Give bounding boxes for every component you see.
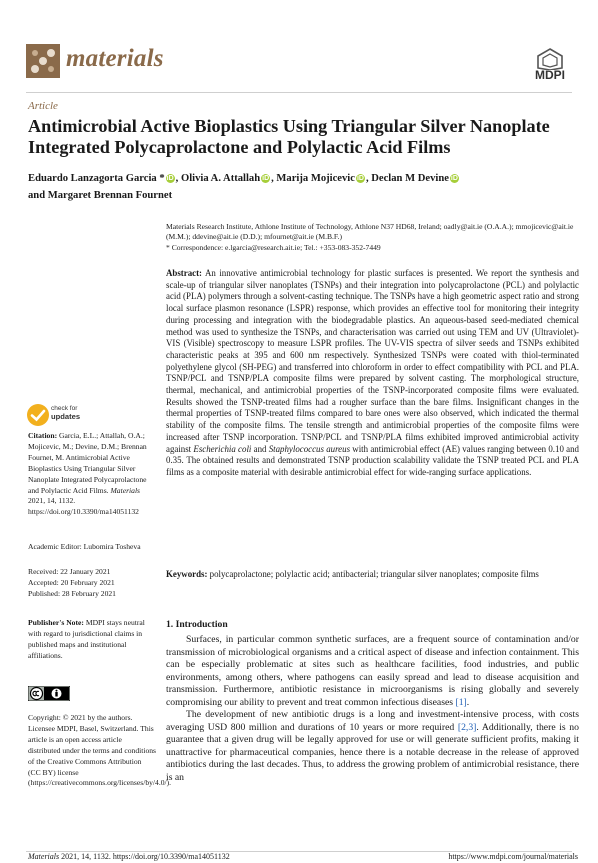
author-name[interactable]: Olivia A. Attallah	[180, 173, 261, 184]
dates-block	[28, 567, 156, 600]
corresponding-mark: *	[156, 173, 165, 184]
paragraph	[166, 709, 579, 784]
footer-journal: Materials	[28, 852, 60, 861]
keywords	[166, 569, 579, 581]
orcid-icon[interactable]: iD	[450, 175, 458, 182]
correspondence: * Correspondence: e.lgarcia@research.ait.ie; Tel.: +353-083-352-7449	[166, 242, 381, 252]
citation-block	[28, 431, 156, 518]
publisher-logo	[528, 48, 572, 84]
paragraph-text: The development of new antibiotic drugs is a long and investment-intensive process, with costs averaging USD 800 million and durations of 10 years or more required	[166, 709, 579, 733]
citation-text: Garcia, E.L.; Attallah, O.A.; Mojicevic, M.; Devine, D.M.; Brennan Fournet, M. Antimicrobial Active Bioplastics Using Triangular Silver Nanoplate Integrated Polycaprolactone and Polylactic Acid Films.	[28, 431, 147, 495]
paragraph-text: . Additionally, there is no guarantee that a given drug will be legally approved for use or will generate sufficient profits, making it unattractive for pharmaceutical companies, hence there is a notable decrease in the release of approved antibiotics during the last decades. Thus, to address the growing problem of antimicrobial resistance, there is an	[166, 721, 579, 783]
citation-link[interactable]: [2,3]	[457, 721, 477, 733]
abstract	[166, 268, 579, 479]
citation-doi-link[interactable]: https://doi.org/10.3390/ma14051132	[28, 507, 139, 517]
introduction-body	[166, 634, 579, 784]
publisher-note-label: Publisher's Note:	[28, 618, 84, 627]
header-divider	[26, 92, 572, 93]
author-name[interactable]: Declan M Devine	[371, 173, 449, 184]
cc-by-license-icon[interactable]	[28, 686, 70, 701]
article-type: Article	[28, 100, 58, 112]
publisher-note	[28, 618, 156, 662]
orcid-icon[interactable]: iD	[262, 175, 270, 182]
author-name[interactable]: Margaret Brennan Fournet	[47, 190, 173, 201]
author-name[interactable]: Eduardo Lanzagorta Garcia	[28, 173, 157, 184]
section-heading: 1. Introduction	[166, 619, 228, 630]
copyright-notice: Copyright: © 2021 by the authors. Licensee MDPI, Basel, Switzerland. This article is an open access article distributed under the terms and conditions of the Creative Commons Attribution (CC BY) license (https://creativecommons.org/licenses/by/4.0/).	[28, 713, 172, 788]
mdpi-logo-icon	[528, 48, 572, 70]
published-date: Published: 28 February 2021	[28, 588, 116, 598]
keywords-label: Keywords:	[166, 569, 208, 579]
affiliation-block	[166, 222, 578, 253]
check-line-bold: updates	[51, 412, 81, 421]
paragraph	[166, 634, 579, 709]
check-line: check for	[51, 405, 78, 412]
organism-name: Escherichia coli	[193, 443, 252, 454]
paragraph-text: Surfaces, in particular common synthetic surfaces, are a frequent source of contamination and/or transmission of microbiological organisms and a critical aspect of disease and infection containment. This can be especially problematic at sites such as healthcare facilities, food industries, and public environments, among others, where pathogens can easily spread and lead to disease acquisition and transmission. Furthermore, antibiotic resistance in microorganisms is rising globally and severely compromising our ability to prevent and treat common infectious diseases	[166, 634, 579, 708]
academic-editor: Academic Editor: Lubomira Tosheva	[28, 542, 141, 551]
author-name[interactable]: Marija Mojicevic	[276, 173, 355, 184]
citation-link[interactable]: [1]	[455, 696, 467, 708]
affiliation: Materials Research Institute, Athlone Institute of Technology, Athlone N37 HD68, Ireland; oadly@ait.ie (O.A.A.); mmojicevic@ait.ie (M.M.); ddevine@ait.ie (D.D.); mfournet@ait.ie (M.B.F.)	[166, 222, 574, 242]
check-for-updates[interactable]	[51, 405, 80, 422]
author-list: Eduardo Lanzagorta Garcia * iD , Olivia A. Attallah iD , Marija Mojicevic iD , Declan M Devine iD and Margaret Brennan Fournet	[28, 173, 458, 201]
orcid-icon[interactable]: iD	[166, 175, 174, 182]
citation-volume: 2021, 14, 1132.	[28, 496, 76, 506]
citation-journal: Materials	[110, 485, 141, 495]
keywords-text: polycaprolactone; polylactic acid; antibacterial; triangular silver nanoplates; composite films	[209, 569, 539, 579]
accepted-date: Accepted: 20 February 2021	[28, 577, 115, 587]
footer-journal-url[interactable]: https://www.mdpi.com/journal/materials	[448, 852, 578, 861]
citation-label: Citation:	[28, 431, 58, 440]
publisher-name: MDPI	[535, 68, 565, 82]
abstract-text: An innovative antimicrobial technology for plastic surfaces is presented. We report the synthesis and scale-up of triangular silver nanoplates (TSNPs) and their integration into polycaprolactone (PCL) and polylactic acid (PLA) polymers through a solvent-casting technique. The TSNPs have a high geometric aspect ratio and strong local surface plasmon resonance (LSPR) response, which provides an effective tool for monitoring their integrity during processing and integration with the biodegradable plastics. An aqueous-based seed-mediated chemical method was used to synthesize the TSNPs, and characterisation was carried out using TEM and UV (Ultraviolet)-VIS (Visible) spectroscopy to measure LSPR profiles. The UV-VIS spectra of silver seeds and TSNPs exhibited characteristic peaks at 395 and 600 nm respectively. Synthesized TSNPs were coated with thiol-terminated polyethylene glycol (SH-PEG) and transferred into chloroform in order to effect compatibility with PCL and PLA. TSNP/PCL and TSNP/PLA composite films were prepared by solvent casting. The morphological structure, thermal, mechanical, and antimicrobial properties of the TSNP-incorporated composite films were evaluated. Results showed the TSNP-treated films had a rougher surface than the bare films. Insignificant changes in the thermal properties of TSNP-treated films compared to bare ones were also observed, which indicated the thermal stability of the composite films. The tensile strength and antimicrobial properties of the composite films were increased after TSNP incorporation. TSNP/PCL and TSNP/PLA films exhibited improved antimicrobial activity against	[166, 268, 579, 454]
received-date: Received: 22 January 2021	[28, 567, 111, 576]
abstract-text-end: with antimicrobial effect (AE) values ranging between 0.10 and 0.35. The obtained results and demonstrated TSNP production scalability validate the TSNP treated PCL and PLA films as a composite material with desirable antimicrobial effect for wide-ranging surface applications.	[166, 443, 579, 477]
organism-name: Staphylococcus aureus	[268, 443, 351, 454]
abstract-label: Abstract:	[166, 268, 202, 278]
paragraph-text: .	[466, 696, 470, 708]
footer-citation	[28, 852, 230, 861]
article-title: Antimicrobial Active Bioplastics Using Triangular Silver Nanoplate Integrated Polycaprolactone and Polylactic Acid Films	[28, 116, 550, 157]
journal-logo-icon	[26, 44, 60, 78]
orcid-icon[interactable]: iD	[356, 175, 364, 182]
publisher-note-text: MDPI stays neutral with regard to jurisdictional claims in published maps and institutional affiliations.	[28, 618, 145, 660]
journal-name: materials	[66, 45, 164, 72]
check-for-updates-icon[interactable]	[26, 403, 50, 427]
abstract-conjunction: and	[251, 443, 269, 454]
footer-doi-link[interactable]: 2021, 14, 1132. https://doi.org/10.3390/ma14051132	[59, 852, 230, 861]
